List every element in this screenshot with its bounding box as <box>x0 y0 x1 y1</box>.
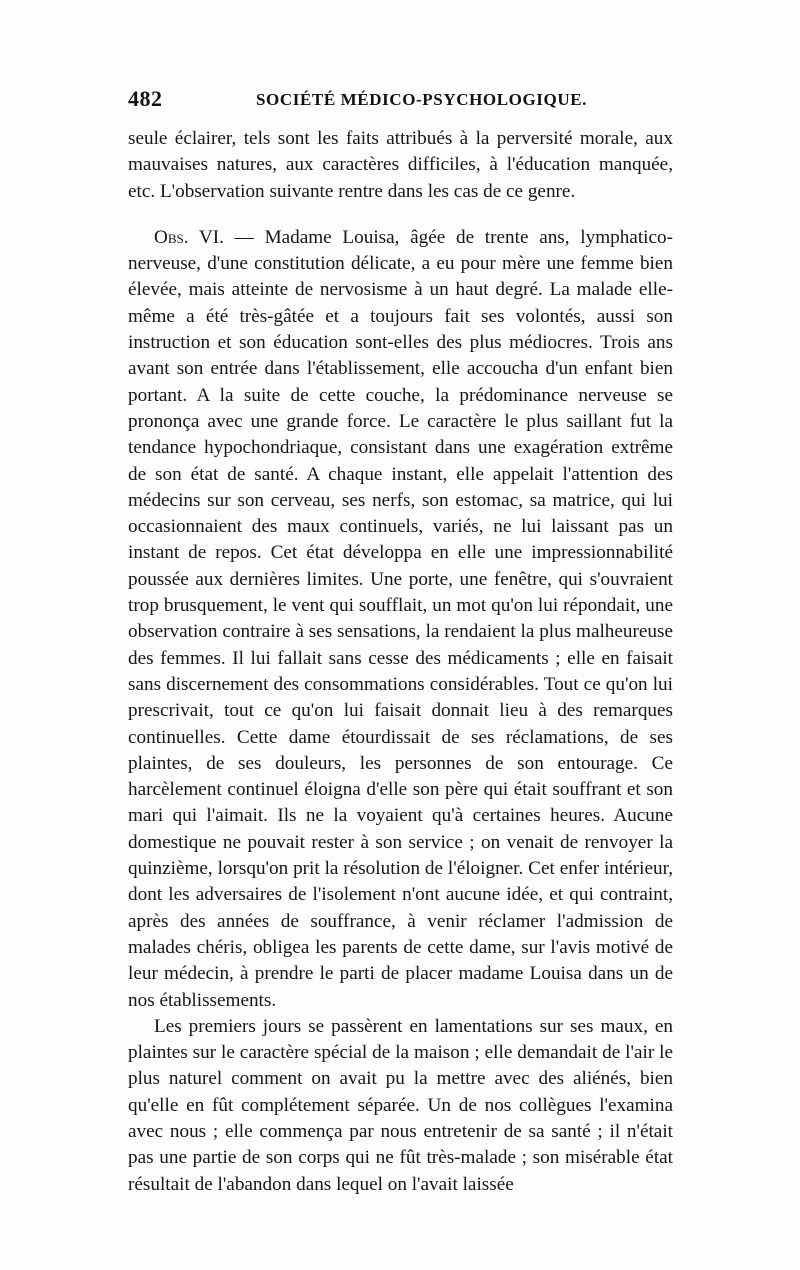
paragraph-observation <box>128 225 673 1014</box>
page-number: 482 <box>128 86 163 111</box>
paragraph-text: seule éclairer, tels sont les faits attribués à la perversité morale, aux mauvaises natures, aux caractères difficiles, à l'éducation manquée, etc. L'observation suivante rentre dans les cas de ce genre. <box>128 128 673 202</box>
paragraph-next <box>128 1014 673 1198</box>
observation-label: Obs. VI. <box>154 226 224 248</box>
paragraph-gap <box>128 205 673 225</box>
page-header <box>128 86 673 116</box>
paragraph-text: — Madame Louisa, âgée de trente ans, lymphatico-nerveuse, d'une constitution délicate, a eu pour mère une femme bien élevée, mais atteinte de nervosisme à un haut degré. La malade elle-même a été très-gâtée et a toujours fait ses volontés, aussi son instruction et son éducation sont-elles des plus médiocres. Trois ans avant son entrée dans l'établissement, elle accoucha d'un enfant bien portant. A la suite de cette couche, la prédominance nerveuse se prononça avec une grande force. Le caractère le plus saillant fut la tendance hypochondriaque, consistant dans une exagération extrême de son état de santé. A chaque instant, elle appelait l'attention des médecins sur son cerveau, ses nerfs, son estomac, sa matrice, qui lui occasionnaient des maux continuels, variés, ne lui laissant pas un instant de repos. Cet état développa en elle une impressionnabilité poussée aux dernières limites. Une porte, une fenêtre, qui s'ouvraient trop brusquement, le vent qui soufflait, un mot qu'on lui répondait, une observation contraire à ses sensations, la rendaient la plus malheureuse des femmes. Il lui fallait sans cesse des médicaments ; elle en faisait sans discernement des consommations considérables. Tout ce qu'on lui prescrivait, tout ce qu'on lui faisait donnait lieu à des remarques continuelles. Cette dame étourdissait de ses réclamations, de ses plaintes, de ses douleurs, les personnes de son entourage. Ce harcèlement continuel éloigna d'elle son père qui était souffrant et son mari qui l'aimait. Ils ne la voyaient qu'à certaines heures. Aucune domestique ne pouvait rester à son service ; on venait de renvoyer la quinzième, lorsqu'on prit la résolution de l'éloigner. Cet enfer intérieur, dont les adversaires de l'isolement n'ont aucune idée, et qui contraint, après des années de souffrance, à venir réclamer l'admission de malades chéris, obligea les parents de cette dame, sur l'avis motivé de leur médecin, à prendre le parti de placer madame Louisa dans un de nos établissements. <box>128 226 673 1011</box>
paragraph-continuation <box>128 126 673 205</box>
paragraph-text: Les premiers jours se passèrent en lamentations sur ses maux, en plaintes sur le caractère spécial de la maison ; elle demandait de l'air le plus naturel comment on avait pu la mettre avec des aliénés, bien qu'elle en fût complétement séparée. Un de nos collègues l'examina avec nous ; elle commença par nous entretenir de sa santé ; il n'était pas une partie de son corps qui ne fût très-malade ; son misérable état résultait de l'abandon dans lequel on l'avait laissée <box>128 1015 673 1195</box>
running-head: SOCIÉTÉ MÉDICO-PSYCHOLOGIQUE. <box>256 90 588 109</box>
body-text <box>128 126 673 1198</box>
